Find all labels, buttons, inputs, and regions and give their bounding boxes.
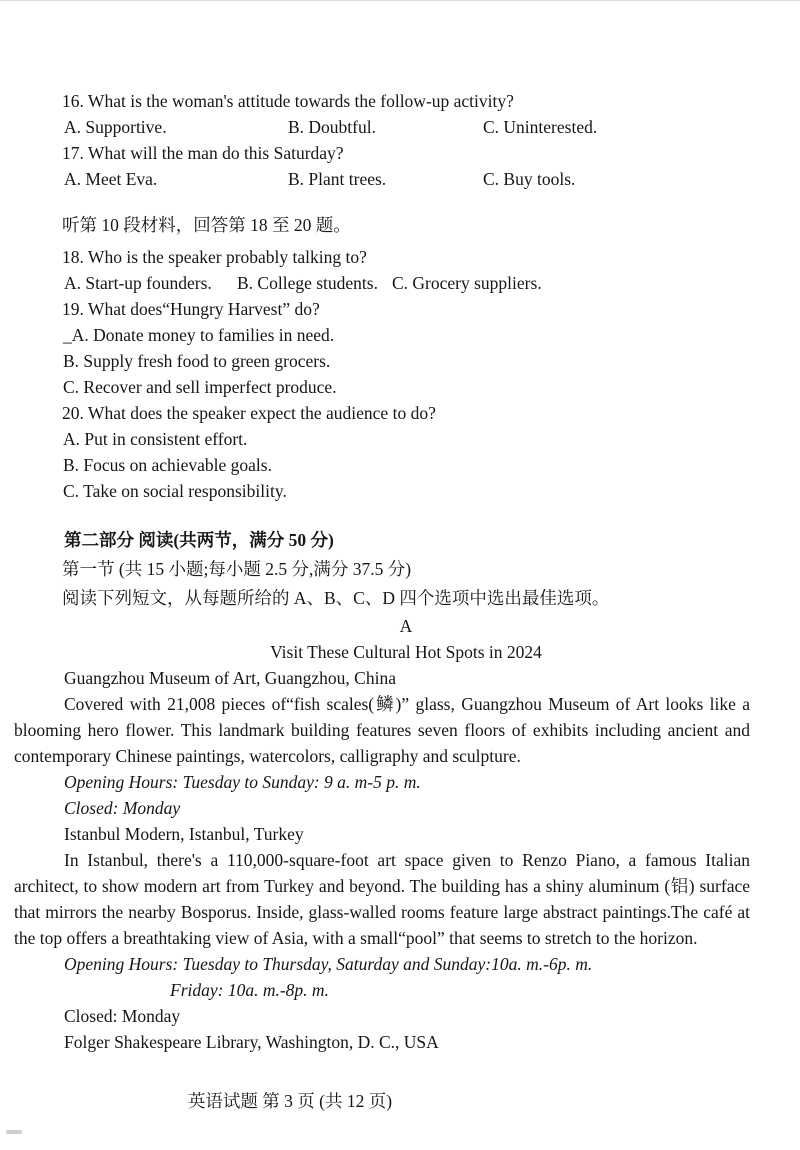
spot1-hours: Opening Hours: Tuesday to Sunday: 9 a. m-5 p. m. — [64, 772, 421, 792]
spot2-hours-2: Friday: 10a. m.-8p. m. — [170, 980, 329, 1000]
scan-edge-line — [0, 0, 800, 1]
page-footer: 英语试题 第 3 页 (共 12 页) — [187, 1091, 393, 1111]
q19-option-a: _A. Donate money to families in need. — [63, 325, 335, 345]
question-20: 20. What does the speaker expect the audience to do? — [62, 403, 436, 423]
spot1-heading: Guangzhou Museum of Art, Guangzhou, China — [64, 668, 396, 688]
q19-option-c: C. Recover and sell imperfect produce. — [63, 377, 337, 397]
q17-option-b: B. Plant trees. — [288, 169, 387, 189]
question-19: 19. What does“Hungry Harvest” do? — [62, 299, 320, 319]
spot2-heading: Istanbul Modern, Istanbul, Turkey — [64, 824, 304, 844]
q18-option-a: A. Start-up founders. — [64, 273, 212, 293]
q16-option-b: B. Doubtful. — [288, 117, 376, 137]
q17-option-c: C. Buy tools. — [483, 169, 576, 189]
q18-option-b: B. College students. — [237, 273, 378, 293]
spot3-heading: Folger Shakespeare Library, Washington, D. C., USA — [64, 1032, 439, 1052]
question-17-options — [62, 166, 750, 192]
spot2-closed: Closed: Monday — [64, 1006, 181, 1026]
q20-option-a: A. Put in consistent effort. — [63, 429, 248, 449]
question-17: 17. What will the man do this Saturday? — [62, 143, 344, 163]
q20-option-c: C. Take on social responsibility. — [63, 481, 287, 501]
reading-part-title: 第二部分 阅读(共两节，满分 50 分) — [64, 530, 334, 550]
q18-option-c: C. Grocery suppliers. — [392, 273, 542, 293]
spot2-hours-1: Opening Hours: Tuesday to Thursday, Saturday and Sunday:10a. m.-6p. m. — [64, 954, 593, 974]
q16-option-a: A. Supportive. — [64, 117, 167, 137]
question-16: 16. What is the woman's attitude towards the follow-up activity? — [62, 91, 514, 111]
q17-option-a: A. Meet Eva. — [64, 169, 158, 189]
question-16-options — [62, 114, 750, 140]
spot1-closed: Closed: Monday — [64, 798, 181, 818]
spot1-body: Covered with 21,008 pieces of“fish scales(鳞)” glass, Guangzhou Museum of Art looks like a blooming hero flower. This landmark building features seven floors of exhibits including ancient and contemporary Chinese paintings, watercolors, calligraphy and sculpture. — [14, 694, 750, 766]
passage-label: A — [399, 616, 413, 636]
q19-option-b: B. Supply fresh food to green grocers. — [63, 351, 331, 371]
reading-instructions: 阅读下列短文，从每题所给的 A、B、C、D 四个选项中选出最佳选项。 — [62, 588, 610, 608]
reading-section-title: 第一节 (共 15 小题;每小题 2.5 分,满分 37.5 分) — [62, 559, 412, 579]
question-18: 18. Who is the speaker probably talking to? — [62, 247, 367, 267]
scan-artifact — [6, 1130, 22, 1134]
q16-option-c: C. Uninterested. — [483, 117, 598, 137]
passage-title: Visit These Cultural Hot Spots in 2024 — [270, 642, 542, 662]
question-18-options — [62, 270, 750, 296]
spot2-body: In Istanbul, there's a 110,000-square-foot art space given to Renzo Piano, a famous Italian architect, to show modern art from Turkey and beyond. The building has a shiny aluminum (铝) surface that mirrors the nearby Bosporus. Inside, glass-walled rooms feature large abstract paintings.The café at the top offers a breathtaking view of Asia, with a small“pool” that seems to stretch to the horizon. — [14, 850, 750, 948]
q20-option-b: B. Focus on achievable goals. — [63, 455, 272, 475]
listening-section-note: 听第 10 段材料，回答第 18 至 20 题。 — [62, 215, 351, 235]
